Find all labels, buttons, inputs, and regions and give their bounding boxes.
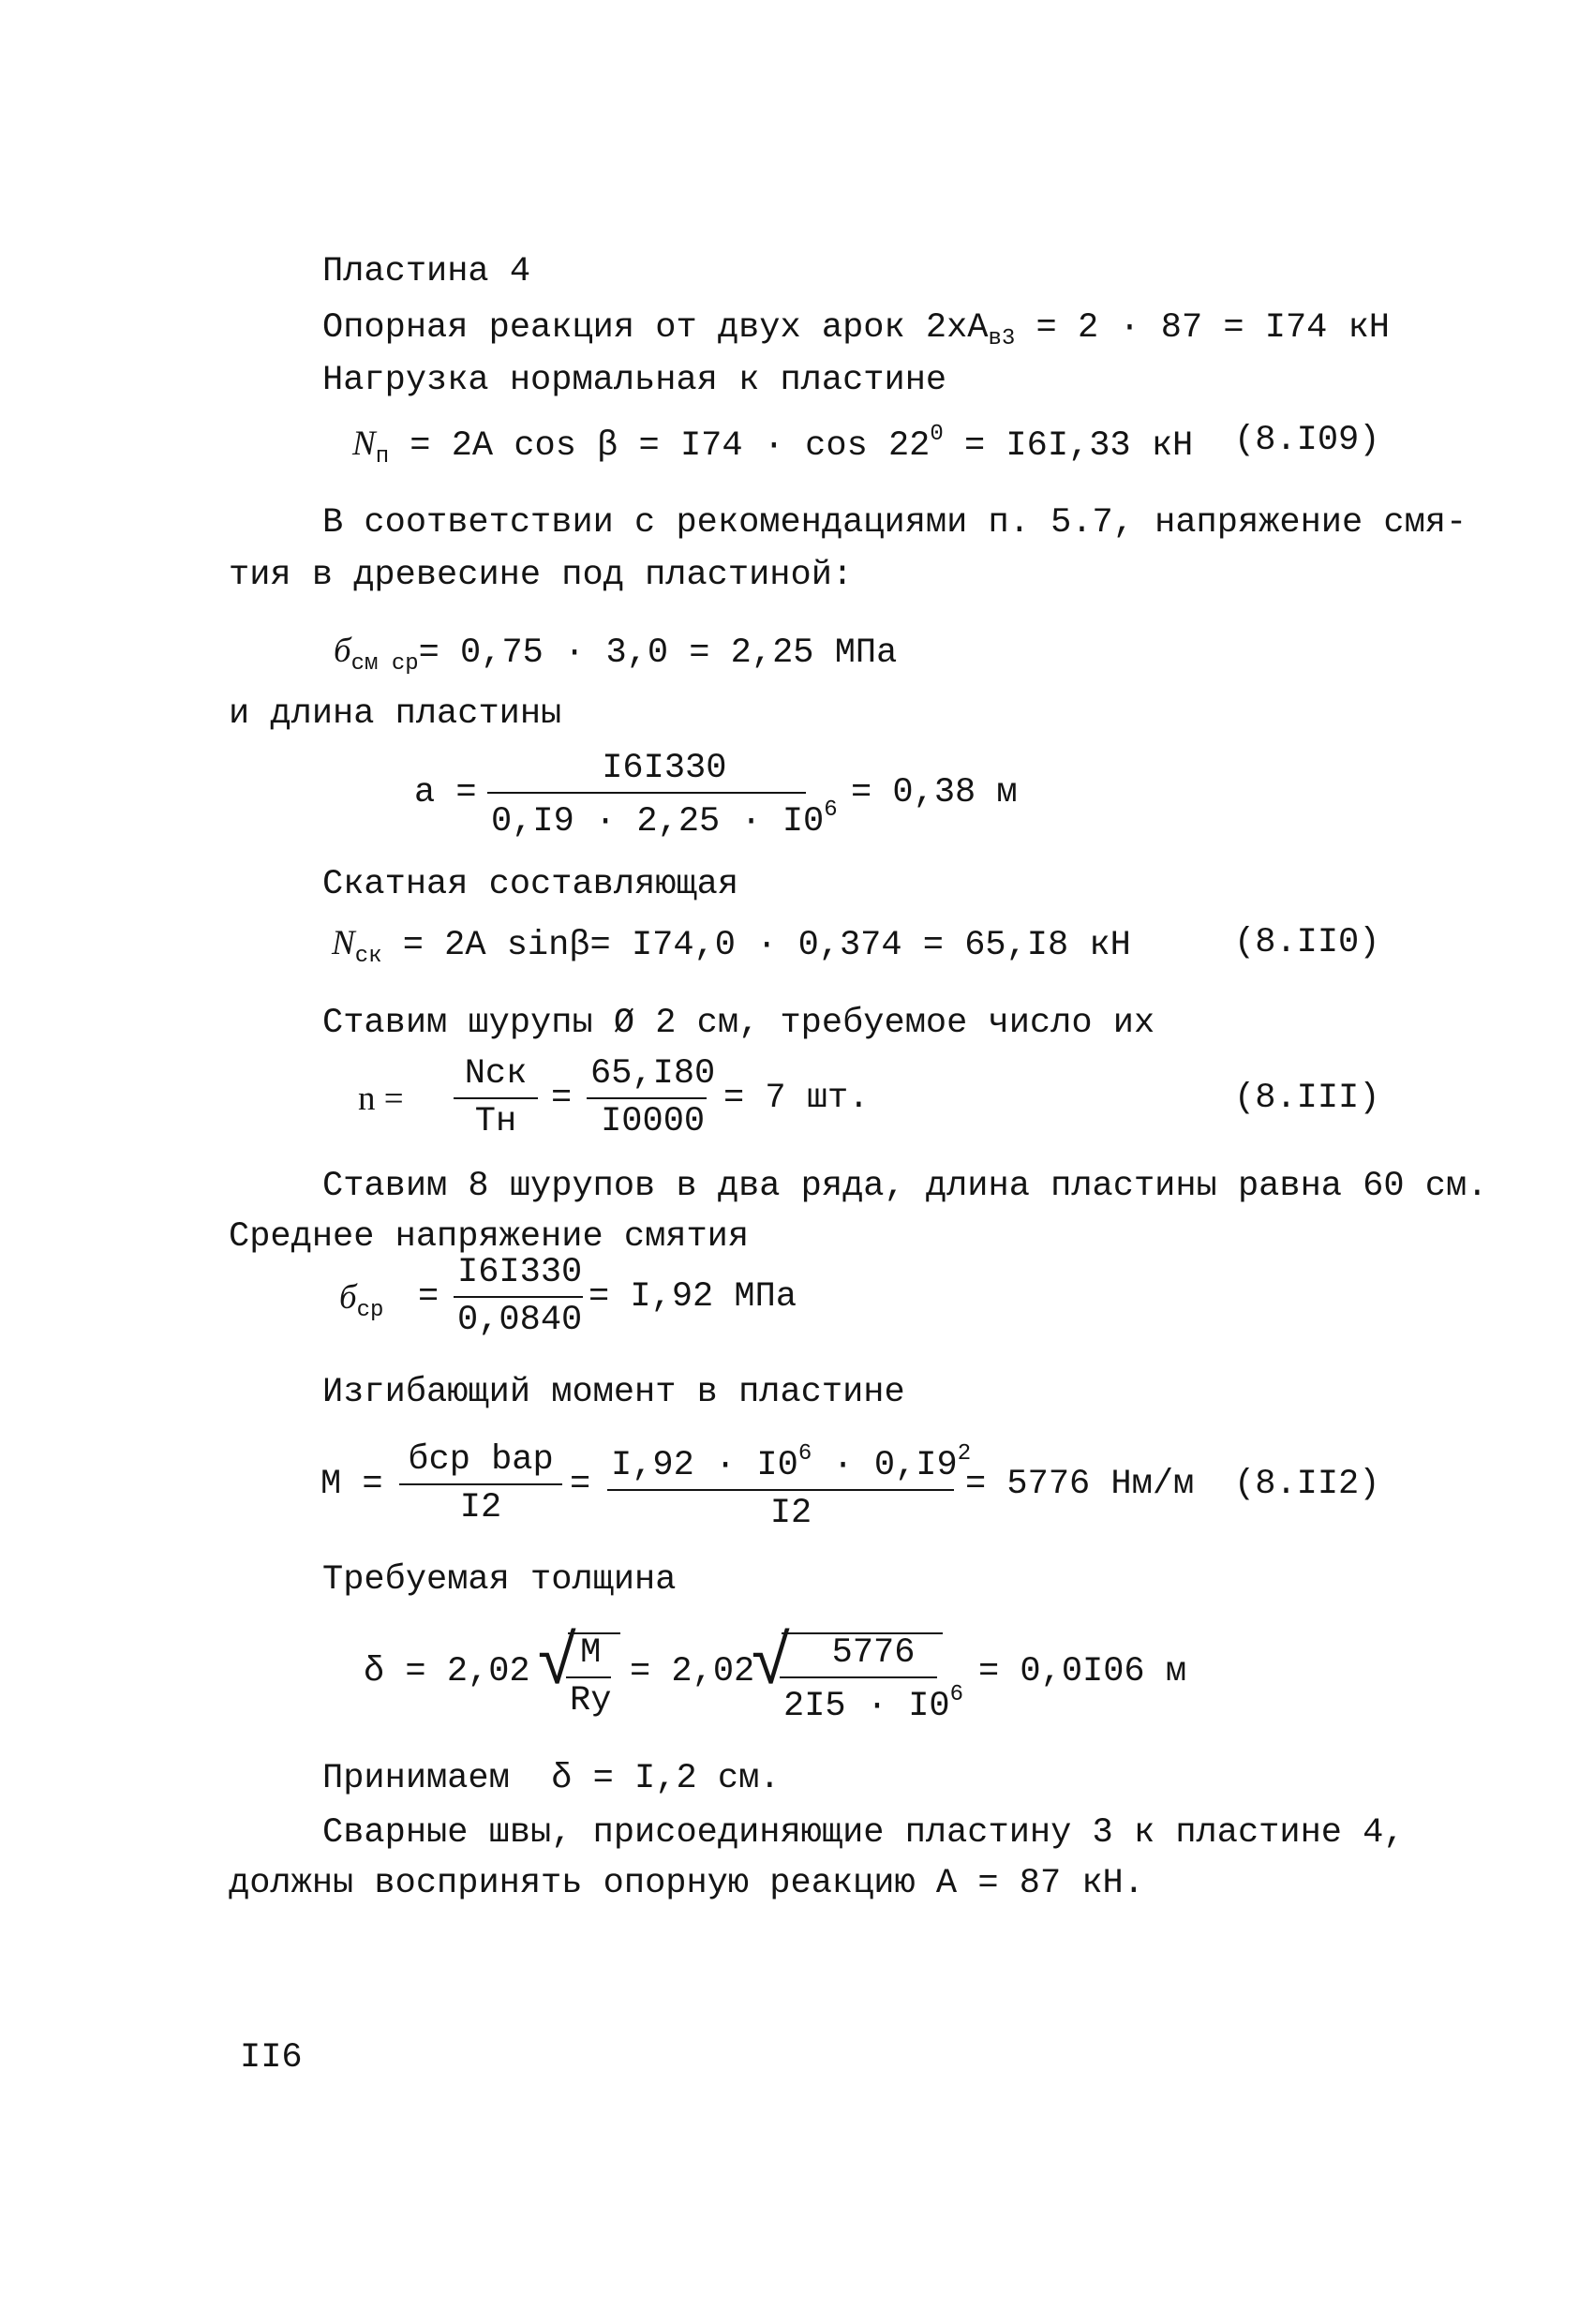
eq112-equals: = [570,1465,591,1504]
fraction-bar [487,792,806,794]
eq-a-fraction [487,749,842,842]
eq112-f2-denominator: I2 [769,1494,812,1533]
sqrt-sign-2: √ [752,1619,790,1700]
eq-delta-lhs: δ = 2,02 [364,1652,530,1691]
eq-cp-numerator: I6I330 [457,1253,583,1292]
eq-delta-r1-numerator: M [580,1633,602,1673]
eq-a-lhs: a = [414,773,477,812]
eq112-num-a: I,92 · I0 [611,1446,798,1485]
eq111-rhs: = 7 шт. [723,1079,870,1118]
reaction-text: Опорная реакция от двух арок 2хА [322,308,989,348]
recommendation-line-1: В соответствии с рекомендациями п. 5.7, напряжение смя- [322,503,1467,543]
eq109-lhs: N [352,425,376,463]
eq-delta-radicand-1 [566,1633,615,1721]
sigma-cp-symbol: б [339,1278,357,1317]
equation-8-109 [352,424,1193,469]
eq-delta-r2-den-sup: 6 [949,1682,964,1707]
fraction-bar [454,1097,538,1099]
eq-delta-radicand-2 [780,1633,967,1726]
fraction-bar [607,1489,954,1491]
eq112-num-sup1: 6 [797,1441,812,1467]
eq111-f2-denominator: I0000 [601,1102,706,1141]
fraction-bar [399,1483,562,1485]
eq112-f2-numerator [607,1443,975,1483]
eq111-f1-denominator: Tн [474,1102,517,1141]
moment-line: Изгибающий момент в пластине [322,1373,905,1412]
reaction-tail: = 2 · 87 = I74 кН [1015,308,1390,348]
eq112-f1-numerator: бср bар [408,1440,554,1480]
equation-8-110 [332,926,1131,968]
equation-number-8-110: (8.II0) [1234,923,1380,962]
eq112-num-sup2: 2 [957,1441,972,1467]
eq109-body1: = 2A cos β = I74 · cos 22 [389,426,931,466]
eq-cp-rhs: = I,92 МПа [588,1277,797,1317]
eq-delta-rhs: = 0,0I06 м [978,1652,1187,1691]
eq109-body2: = I6I,33 кН [943,426,1194,466]
eq-cp-fraction [454,1253,586,1340]
eq110-body: = 2A sinβ= I74,0 · 0,374 = 65,I8 кН [381,926,1131,965]
eq112-f1-denominator: I2 [459,1488,502,1527]
accept-line: Принимаем δ = I,2 см. [322,1759,781,1798]
thickness-line: Требуемая толщина [322,1560,677,1600]
eq-delta-r2-den-text: 2I5 · I0 [783,1687,950,1726]
fraction-bar [780,1676,937,1678]
eq111-f1-numerator: Nск [464,1054,528,1094]
recommendation-line-2: тия в древесине под пластиной: [229,556,854,595]
eq-delta-mid: = 2,02 [630,1652,755,1691]
eq-a-rhs: = 0,38 м [851,773,1018,812]
eq111-fraction-1 [454,1054,538,1141]
weld-line-2: должны воспринять опорную реакцию А = 87 кН. [229,1864,1144,1903]
fraction-bar [566,1676,611,1678]
eq110-lhs: N [332,924,355,962]
sigma-cm-symbol: б [334,632,351,670]
eq112-fraction-1 [399,1440,562,1527]
eq109-degree: 0 [930,422,944,447]
equation-sigma-cm [334,633,897,676]
eq111-equals: = [551,1079,573,1118]
page-number: II6 [240,2038,303,2078]
sigma-cm-rhs: = 0,75 · 3,0 = 2,25 МПа [418,633,898,673]
reaction-subscript: в3 [988,326,1016,351]
skat-line: Скатная составляющая [322,865,739,904]
eight-screws-line-1: Ставим 8 шурупов в два ряда, длина пластины равна 60 см. [322,1167,1488,1206]
load-line: Нагрузка нормальная к пластине [322,361,947,400]
eq-a-den-text: 0,I9 · 2,25 · I0 [491,802,825,842]
sigma-cp-subscript: ср [356,1298,384,1323]
sigma-cm-subscript: см ср [350,651,419,677]
screws-line: Ставим шурупы Ø 2 см, требуемое число их [322,1004,1155,1043]
eq-delta-r2-denominator [780,1684,967,1724]
eq111-lhs: n = [358,1080,404,1118]
eight-screws-line-2: Среднее напряжение смятия [229,1217,750,1257]
fraction-bar [587,1097,707,1099]
weld-line-1: Сварные швы, присоединяющие пластину 3 к пластине 4, [322,1813,1405,1853]
eq-cp-equals: = [418,1277,439,1317]
fraction-bar [454,1296,583,1298]
equation-number-8-109: (8.I09) [1234,421,1380,460]
eq112-fraction-2 [607,1443,975,1531]
eq112-rhs: = 5776 Нм/м [965,1465,1195,1504]
eq111-f2-numerator: 65,I80 [590,1054,716,1094]
eq-delta-r2-numerator: 5776 [831,1633,916,1673]
eq-cp-denominator: 0,0840 [457,1301,583,1340]
eq112-lhs: M = [320,1465,383,1504]
reaction-line [322,308,1390,351]
sqrt-sign-1: √ [538,1619,576,1700]
eq-cp-lhs [339,1280,383,1322]
eq109-lhs-sub: п [375,444,390,469]
eq-a-numerator: I6I330 [602,749,727,788]
eq-delta-r1-denominator: Ry [570,1681,612,1721]
equation-number-8-112: (8.II2) [1234,1465,1380,1504]
eq-a-denominator [487,799,842,840]
eq110-lhs-sub: ск [354,944,382,969]
eq111-fraction-2 [587,1054,719,1141]
section-heading: Пластина 4 [322,252,531,291]
length-line: и длина пластины [229,694,562,734]
equation-number-8-111: (8.III) [1234,1079,1380,1118]
eq-a-den-sup: 6 [824,797,838,823]
eq112-num-b: · 0,I9 [812,1446,958,1485]
